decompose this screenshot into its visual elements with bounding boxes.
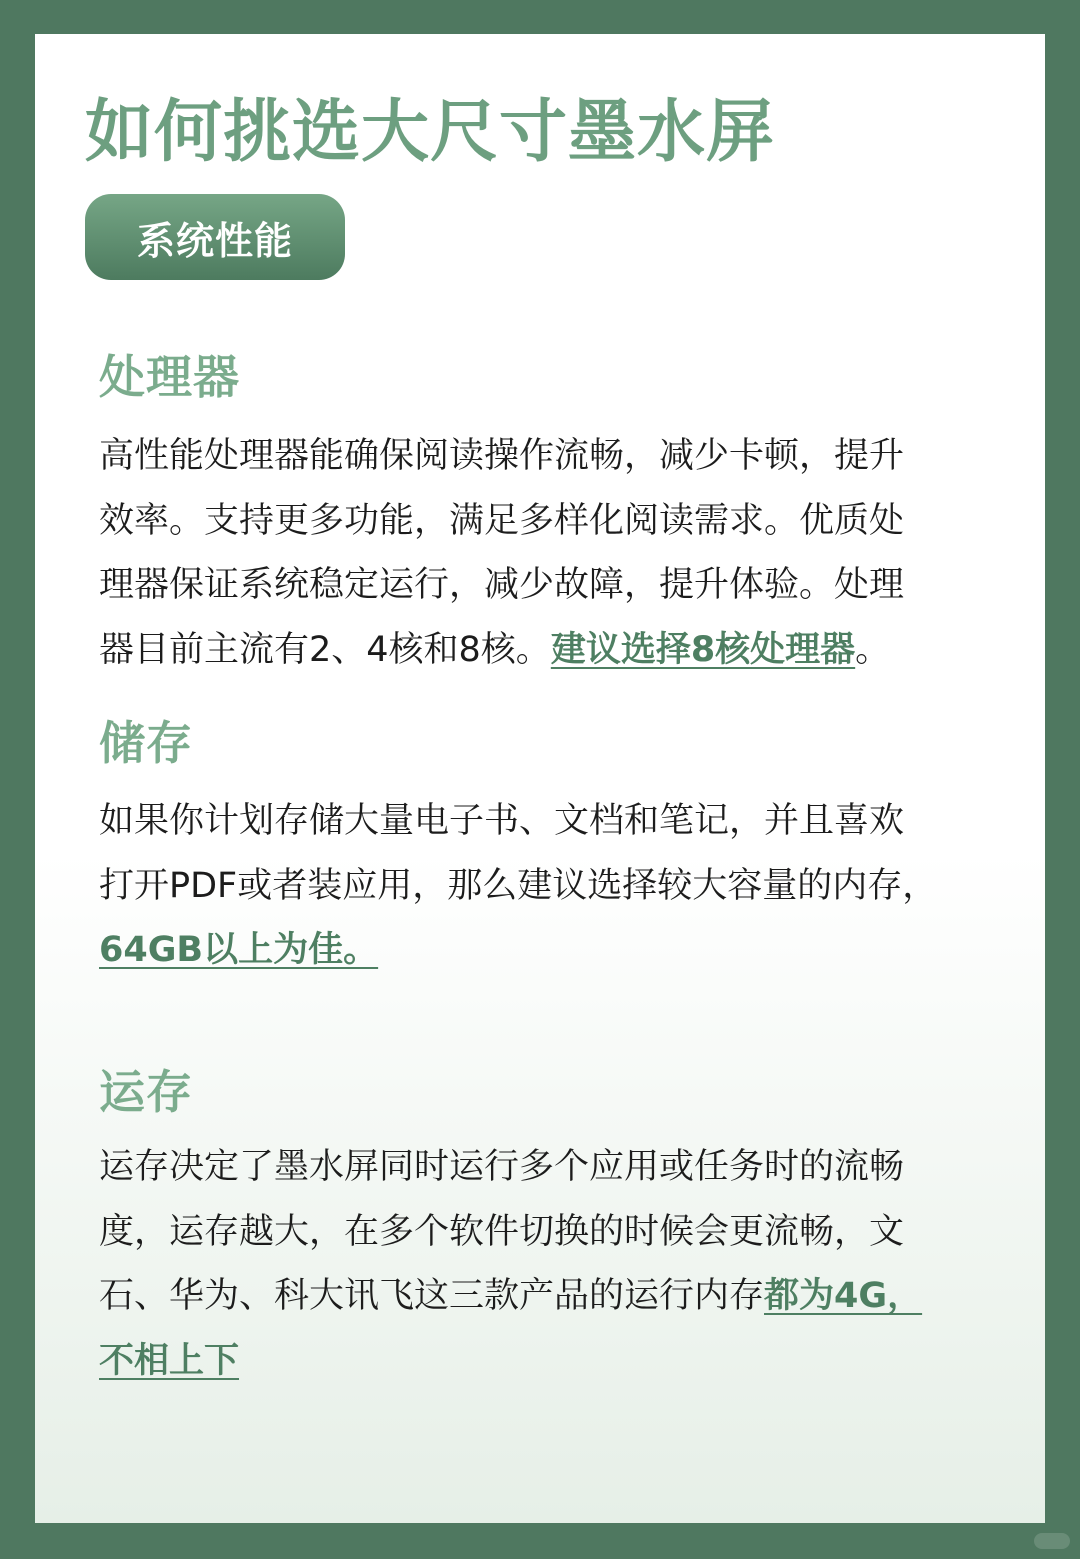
content-card bbox=[35, 34, 1045, 1523]
page-title: 如何挑选大尺寸墨水屏 bbox=[85, 93, 776, 172]
text-line bbox=[99, 618, 979, 683]
text-line bbox=[99, 1264, 979, 1329]
highlight-4g: 都为4G， bbox=[764, 1276, 923, 1316]
paragraph-ram bbox=[99, 1135, 979, 1393]
text-line bbox=[99, 918, 979, 983]
paragraph-storage bbox=[99, 789, 979, 983]
text-segment: 。 bbox=[855, 629, 891, 670]
text-line: 打开PDF或者装应用，那么建议选择较大容量的内存， bbox=[99, 865, 938, 906]
highlight-64gb: 64GB以上为佳。 bbox=[99, 930, 379, 970]
watermark-logo bbox=[1034, 1533, 1070, 1549]
text-line: 运存决定了墨水屏同时运行多个应用或任务时的流畅 bbox=[99, 1147, 905, 1187]
highlight-equal: 不相上下 bbox=[99, 1340, 240, 1381]
text-line: 高性能处理器能确保阅读操作流畅，减少卡顿，提升 bbox=[99, 436, 905, 476]
text-line bbox=[99, 1329, 979, 1394]
heading-ram: 运存 bbox=[99, 1065, 193, 1119]
text-line: 理器保证系统稳定运行，减少故障，提升体验。处理 bbox=[99, 565, 905, 605]
text-segment: 石、华为、科大讯飞这三款产品的运行内存 bbox=[99, 1276, 765, 1316]
paragraph-processor bbox=[99, 424, 979, 682]
text-line: 如果你计划存储大量电子书、文档和笔记，并且喜欢 bbox=[99, 801, 905, 841]
heading-storage: 储存 bbox=[99, 716, 193, 770]
highlight-recommend-8-core: 建议选择8核处理器 bbox=[550, 629, 856, 670]
section-badge: 系统性能 bbox=[85, 194, 345, 280]
text-segment: 器目前主流有2、4核和8核。 bbox=[99, 629, 551, 670]
text-line: 度，运存越大，在多个软件切换的时候会更流畅，文 bbox=[99, 1211, 905, 1252]
heading-processor: 处理器 bbox=[99, 350, 240, 404]
text-line: 效率。支持更多功能，满足多样化阅读需求。优质处 bbox=[99, 500, 905, 541]
